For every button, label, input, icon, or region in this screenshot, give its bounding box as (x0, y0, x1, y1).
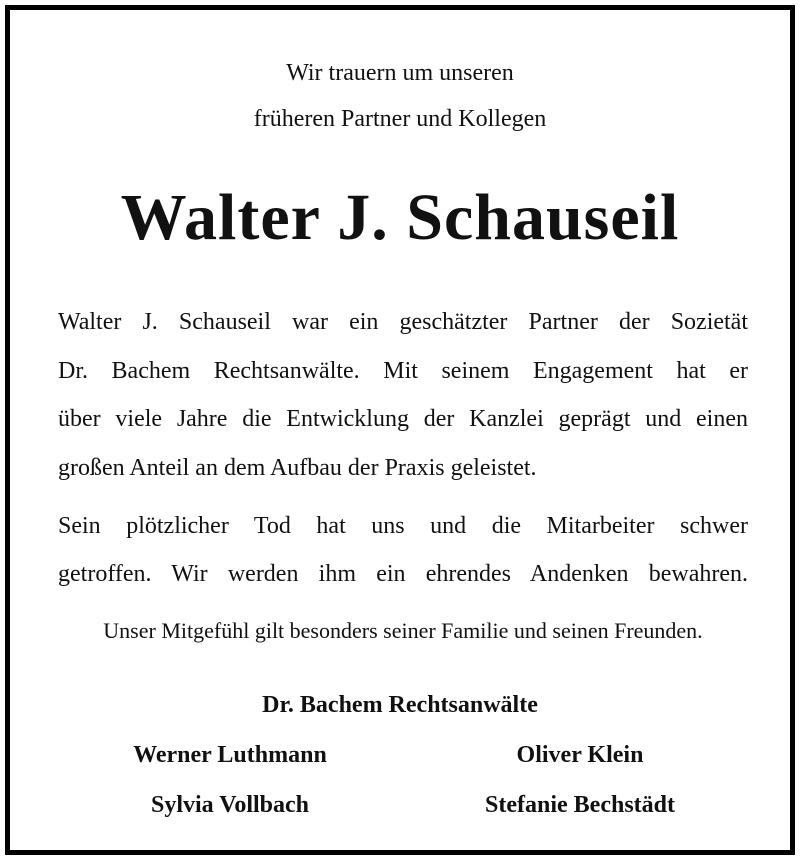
obituary-frame (5, 5, 795, 855)
grief-line-1: Sein plötzlicher Tod hat uns und die Mitarbeiter schwer (58, 513, 748, 539)
grief-paragraph (58, 502, 748, 598)
intro-line-2: früheren Partner und Kollegen (253, 106, 547, 132)
tribute-line-2: Dr. Bachem Rechtsanwälte. Mit seinem Engagement hat er (58, 357, 748, 384)
intro-line-1: Wir trauern um unseren (286, 60, 514, 86)
tribute-line-3: über viele Jahre die Entwicklung der Kanzlei geprägt und einen (58, 406, 748, 432)
deceased-name: Walter J. Schauseil (120, 181, 680, 254)
signatory-sylvia-vollbach: Sylvia Vollbach (150, 792, 310, 818)
signatory-oliver-klein: Oliver Klein (516, 742, 644, 768)
firm-name: Dr. Bachem Rechtsanwälte (262, 692, 538, 718)
grief-line-2: getroffen. Wir werden ihm ein ehrendes Andenken bewahren. (58, 561, 748, 587)
tribute-line-4: großen Anteil an dem Aufbau der Praxis geleistet. (58, 454, 537, 481)
signatory-stefanie-bechstaedt: Stefanie Bechstädt (485, 792, 675, 818)
sympathy-line: Unser Mitgefühl gilt besonders seiner Familie und seinen Freunden. (103, 618, 703, 643)
tribute-line-1: Walter J. Schauseil war ein geschätzter Partner der Sozietät (58, 309, 748, 335)
tribute-paragraph (58, 298, 748, 492)
signatory-werner-luthmann: Werner Luthmann (133, 742, 327, 768)
